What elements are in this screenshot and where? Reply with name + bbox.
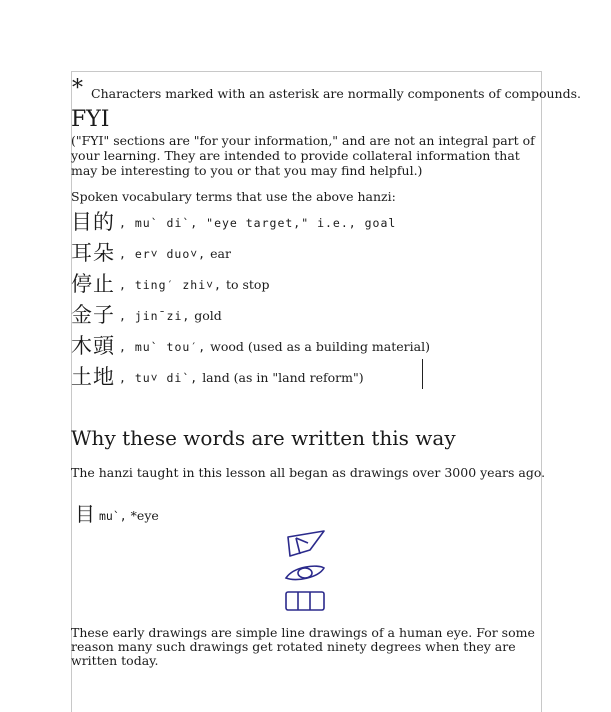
eye-drawing-slanted xyxy=(288,531,324,556)
fyi-heading: FYI xyxy=(71,107,110,132)
vocab-gloss: land (as in "land reform") xyxy=(202,370,364,385)
vocab-pinyin: , er˅ duo˅, xyxy=(118,247,207,261)
vocab-pinyin: , tu˅ di`, xyxy=(118,371,199,385)
eye-drawing-boxed xyxy=(286,592,324,610)
entry-pinyin: mu`, xyxy=(98,509,127,523)
vocab-item xyxy=(71,237,231,265)
entry-gloss: *eye xyxy=(130,508,159,523)
section-intro: The hanzi taught in this lesson all began as drawings over 3000 years ago. xyxy=(71,465,546,480)
fyi-body: ("FYI" sections are "for your information," and are not an integral part of your learning. They are intended to provide collateral information that may be interesting to you or that you may find helpful.) xyxy=(71,133,535,178)
vocab-hanzi: 目的 xyxy=(71,210,115,234)
asterisk-note: Characters marked with an asterisk are normally components of compounds. xyxy=(91,86,581,101)
vocab-hanzi: 木頭 xyxy=(71,334,115,358)
vocab-hanzi: 土地 xyxy=(71,365,115,389)
vocab-pinyin: , mu` di`, "eye target," i.e., goal xyxy=(118,216,397,230)
ancient-eye-drawings xyxy=(280,528,340,618)
vocab-hanzi: 耳朵 xyxy=(71,241,115,265)
text-cursor[interactable] xyxy=(422,359,423,389)
hanzi-entry xyxy=(75,498,159,527)
vocab-pinyin: , ting′ zhi˅, xyxy=(118,278,222,292)
entry-hanzi: 目 xyxy=(75,502,95,526)
vocab-gloss: gold xyxy=(194,308,222,323)
vocab-gloss: to stop xyxy=(225,277,270,292)
vocab-hanzi: 停止 xyxy=(71,272,115,296)
eye-drawing-oval xyxy=(286,566,324,579)
vocab-item xyxy=(71,299,222,327)
asterisk-mark: * xyxy=(72,76,83,101)
spoken-vocab-intro: Spoken vocabulary terms that use the above hanzi: xyxy=(71,189,396,204)
vocab-item xyxy=(71,206,396,234)
vocab-hanzi: 金子 xyxy=(71,303,115,327)
section-heading: Why these words are written this way xyxy=(71,426,456,450)
vocab-pinyin: , mu` tou′, xyxy=(118,340,207,354)
vocab-gloss: ear xyxy=(210,246,231,261)
vocab-item xyxy=(71,361,364,389)
vocab-gloss: wood (used as a building material) xyxy=(210,339,430,354)
vocab-item xyxy=(71,330,430,358)
closing-paragraph: These early drawings are simple line drawings of a human eye. For some reason many such drawings get rotated ninety degrees when they are written today. xyxy=(71,625,535,668)
vocab-item xyxy=(71,268,269,296)
vocab-pinyin: , jin¯zi, xyxy=(118,309,191,323)
